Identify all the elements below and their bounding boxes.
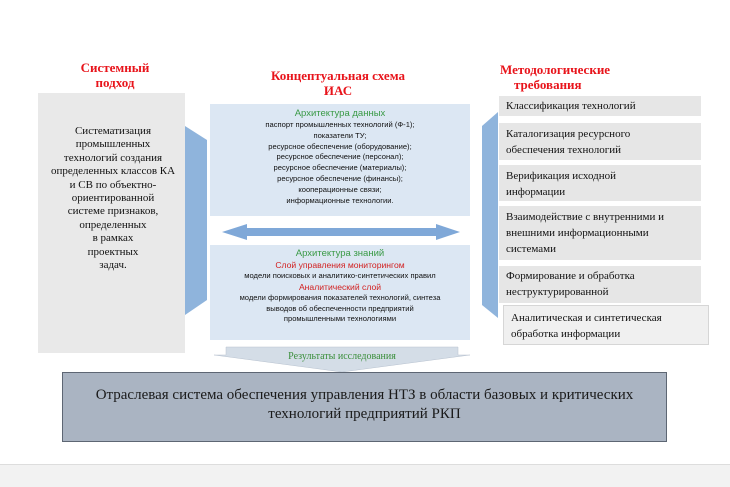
system-approach-line: системе признаков, (67, 205, 159, 218)
left-arrow-shape (185, 126, 207, 315)
data-architecture-item: паспорт промышленных технологий (Ф-1); (265, 120, 415, 129)
knowledge-architecture-panel (210, 245, 470, 340)
requirement-line: Формирование и обработка (506, 270, 635, 282)
system-approach-line: определенных (79, 218, 147, 231)
footer-strip (0, 464, 730, 487)
requirement-line: Верификация исходной (506, 170, 617, 182)
analytic-layer-title: Аналитический слой (298, 281, 382, 292)
header-system-approach-line2: подход (95, 75, 135, 90)
requirement-line: системами (506, 243, 556, 255)
system-approach-line: и СВ по объектно- (69, 178, 157, 191)
requirement-line: обработка информации (511, 328, 621, 340)
requirement-line: обеспечения технологий (506, 144, 622, 156)
data-architecture-item: ресурсное обеспечение (оборудование); (268, 141, 412, 151)
header-concept-scheme-line2: ИАС (323, 83, 353, 98)
requirement-line: внешними информационными (506, 227, 649, 239)
system-approach-line: проектных (87, 245, 139, 258)
system-approach-line: технологий создания (63, 151, 163, 164)
header-methodology-line1: Методологические (500, 62, 611, 77)
requirement-item (499, 206, 701, 260)
system-approach-line: ориентированной (71, 192, 155, 205)
system-approach-box (38, 93, 185, 353)
system-approach-line: промышленных (75, 138, 151, 151)
industry-system-line: Отраслевая система обеспечения управления НТЗ в области базовых и критических (95, 387, 634, 403)
data-architecture-item: ресурсное обеспечение (персонал); (276, 152, 404, 162)
system-approach-line: Систематизация (74, 125, 152, 137)
data-architecture-item: информационные технологии. (286, 195, 394, 205)
requirement-line: Аналитическая и синтетическая (511, 312, 662, 324)
data-architecture-item: кооперационные связи; (298, 184, 382, 194)
requirement-item (503, 305, 709, 345)
header-system-approach-line1: Системный (80, 60, 150, 75)
requirement-line: Классификация технологий (506, 100, 636, 112)
industry-system-box (62, 372, 667, 442)
data-architecture-panel (210, 104, 470, 216)
analytic-layer-text: выводов об обеспеченности предприятий (266, 303, 414, 313)
requirement-item (499, 123, 701, 160)
requirement-item (499, 266, 701, 303)
monitoring-layer-title: Слой управления мониторингом (275, 260, 405, 270)
requirement-line: Взаимодействие с внутренними и (506, 211, 665, 223)
analytic-layer-text: модели формирования показателей технологий, синтеза (239, 292, 441, 302)
data-architecture-item: показатели ТУ; (313, 130, 367, 140)
industry-system-line: технологий предприятий РКП (268, 406, 461, 422)
requirement-item (499, 165, 701, 201)
right-arrow-shape (482, 112, 498, 318)
double-arrow-shape (222, 224, 460, 240)
header-concept-scheme-line1: Концептуальная схема (271, 68, 405, 83)
requirement-line: Каталогизация ресурсного (506, 128, 631, 140)
results-label: Результаты исследования (288, 351, 396, 362)
requirement-item (499, 96, 701, 116)
data-architecture-item: ресурсное обеспечение (финансы); (277, 173, 403, 183)
monitoring-layer-text: модели поисковых и аналитико-синтетических правил (244, 271, 436, 280)
knowledge-architecture-title: Архитектура знаний (295, 248, 385, 259)
requirement-line: неструктурированной (506, 286, 609, 298)
data-architecture-title: Архитектура данных (294, 108, 386, 119)
header-methodology-line2: требования (514, 77, 582, 92)
analytic-layer-text: промышленными технологиями (283, 314, 397, 324)
system-approach-line: определенных классов КА (50, 165, 176, 178)
system-approach-line: в рамках (92, 232, 134, 245)
data-architecture-item: ресурсное обеспечение (материалы); (273, 163, 407, 173)
requirement-line: информации (506, 186, 566, 198)
system-approach-line: задач. (99, 259, 127, 272)
system-approach-text (46, 125, 180, 272)
